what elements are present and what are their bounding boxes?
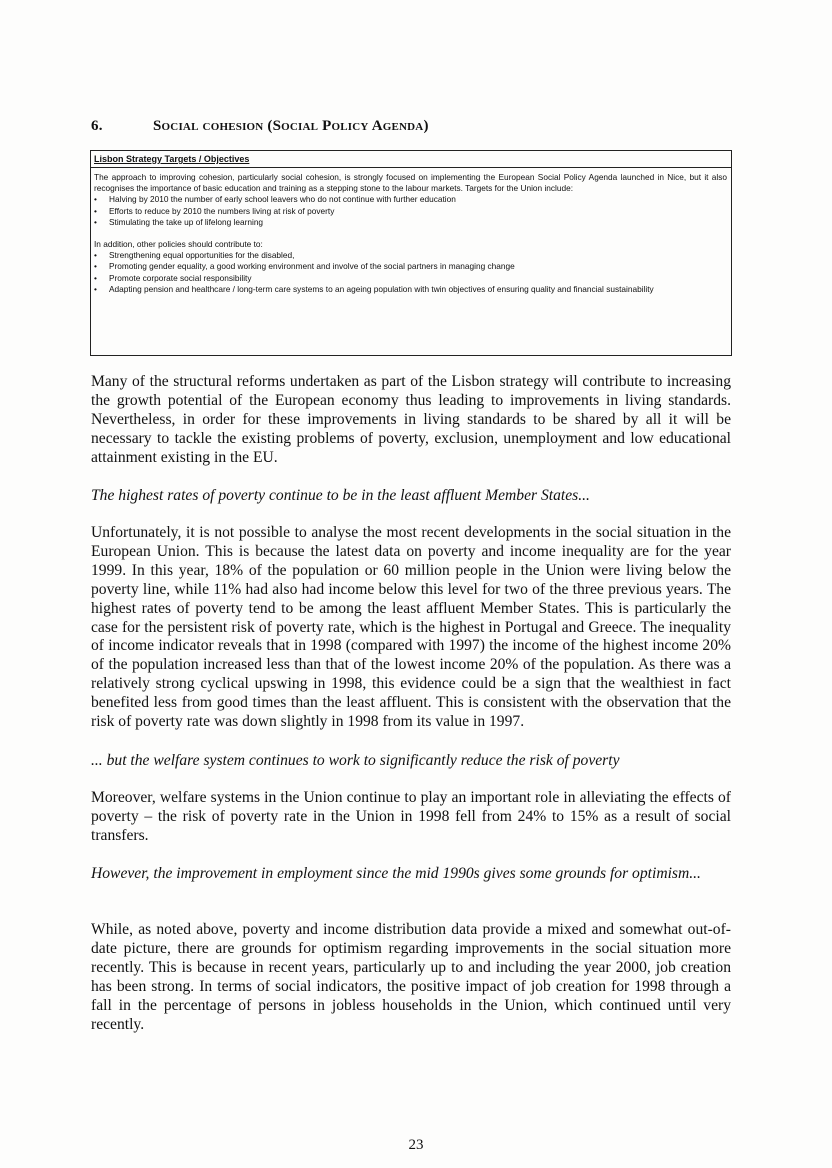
section-title-part2: Social Policy Agenda <box>272 118 424 134</box>
box-body <box>91 168 731 297</box>
subheading-3: However, the improvement in employment since the mid 1990s gives some grounds for optimism... <box>91 865 701 882</box>
targets-list <box>94 194 727 228</box>
policy-item: • Strengthening equal opportunities for the disabled, <box>94 250 727 261</box>
box-intro: The approach to improving cohesion, particularly social cohesion, is strongly focused on implementing the European Social Policy Agenda launched in Nice, but it also recognises the importance of basic education and training as a stepping stone to the labour markets. Targets for the Union include: <box>94 172 727 194</box>
paragraph-4: While, as noted above, poverty and income distribution data provide a mixed and somewhat out-of-date picture, there are grounds for optimism regarding improvements in the social situation more recently. This is because in recent years, particularly up to and including the year 2000, job creation has been strong. In terms of social indicators, the positive impact of job creation for 1998 through a fall in the percentage of persons in jobless households in the Union, which continued until very recently. <box>91 921 731 1033</box>
box-title: Lisbon Strategy Targets / Objectives <box>91 151 731 168</box>
policies-list <box>94 250 727 295</box>
target-item: • Stimulating the take up of lifelong learning <box>94 217 727 228</box>
paragraph-1: Many of the structural reforms undertaken as part of the Lisbon strategy will contribute to increasing the growth potential of the European economy thus leading to improvements in living standards. Nevertheless, in order for these improvements in living standards to be shared by all it will be necessary to tackle the existing problems of poverty, exclusion, unemployment and low educational attainment existing in the EU. <box>91 373 731 466</box>
target-item: • Halving by 2010 the number of early school leavers who do not continue with further education <box>94 194 727 205</box>
section-number: 6. <box>91 118 103 134</box>
section-title-part3: ) <box>423 118 429 134</box>
target-item: • Efforts to reduce by 2010 the numbers living at risk of poverty <box>94 206 727 217</box>
paragraph-3: Moreover, welfare systems in the Union continue to play an important role in alleviating the effects of poverty – the risk of poverty rate in the Union in 1998 fell from 24% to 15% as a result of social transfers. <box>91 789 731 844</box>
lisbon-targets-box <box>90 150 732 356</box>
subheading-1: The highest rates of poverty continue to be in the least affluent Member States... <box>91 487 590 504</box>
policy-item: • Adapting pension and healthcare / long-term care systems to an ageing population with twin objectives of ensuring quality and financial sustainability <box>94 284 727 295</box>
policies-intro: In addition, other policies should contribute to: <box>94 239 263 250</box>
policy-item: • Promote corporate social responsibility <box>94 273 727 284</box>
section-heading <box>91 118 741 135</box>
policy-item: • Promoting gender equality, a good working environment and involve of the social partners in managing change <box>94 261 727 272</box>
paragraph-2: Unfortunately, it is not possible to analyse the most recent developments in the social situation in the European Union. This is because the latest data on poverty and income inequality are for the year 1999. In this year, 18% of the population or 60 million people in the Union were living below the poverty line, while 11% had also had income below this level for two of the three previous years. The highest rates of poverty tend to be among the least affluent Member States. This is particularly the case for the persistent risk of poverty rate, which is the highest in Portugal and Greece. The inequality of income indicator reveals that in 1998 (compared with 1997) the income of the highest income 20% of the population increased less than that of the lowest income 20% of the population. As there was a relatively strong cyclical upswing in 1998, this evidence could be a sign that the wealthiest in fact benefited less from good times than the least affluent. This is consistent with the observation that the risk of poverty rate was down slightly in 1998 from its value in 1997. <box>91 524 731 731</box>
subheading-2: ... but the welfare system continues to work to significantly reduce the risk of poverty <box>91 752 620 769</box>
section-title-part1: Social cohesion ( <box>153 118 273 134</box>
page-number: 23 <box>408 1137 424 1153</box>
